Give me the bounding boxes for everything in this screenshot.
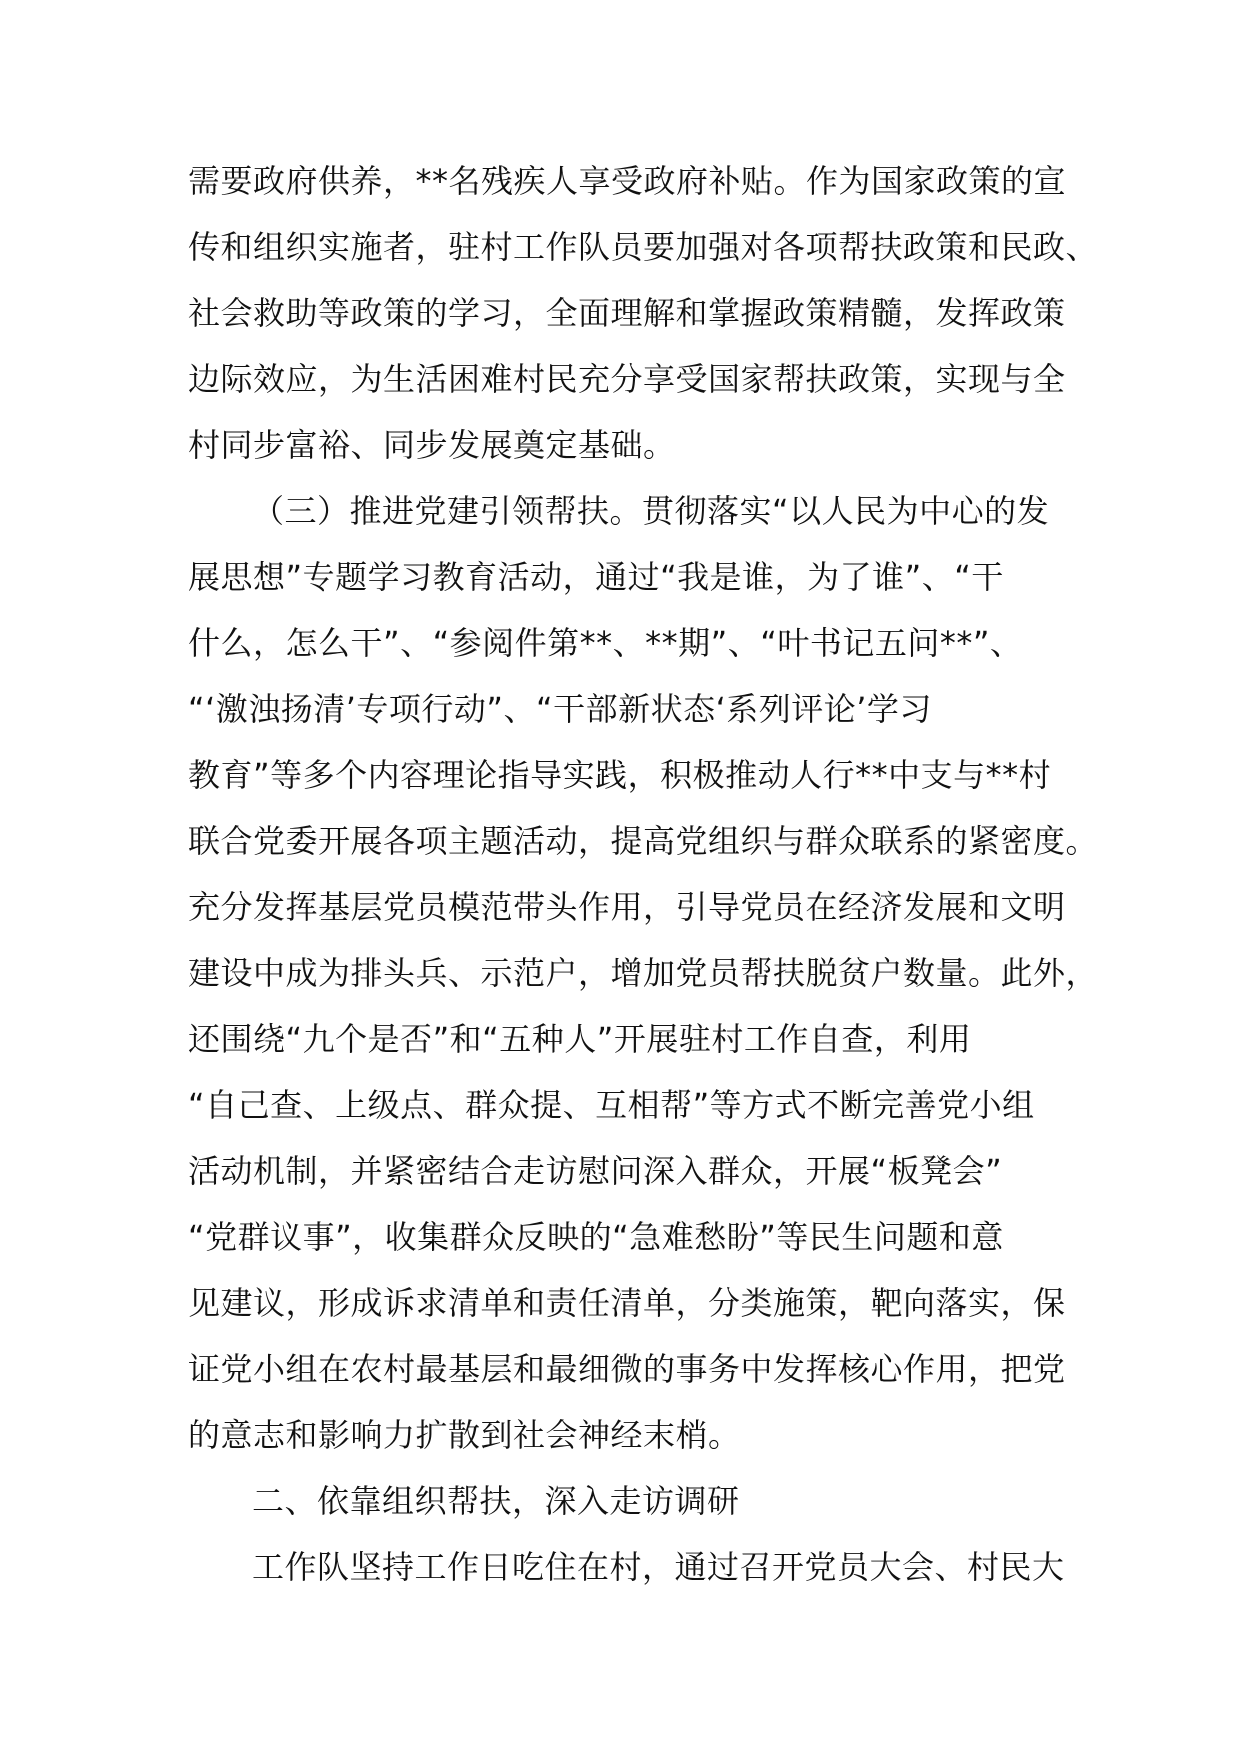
text-line: 活动机制，并紧密结合走访慰问深入群众，开展“板凳会” xyxy=(188,1152,1003,1190)
text-line: 证党小组在农村最基层和最细微的事务中发挥核心作用，把党 xyxy=(188,1350,1066,1388)
text-line: 充分发挥基层党员模范带头作用，引导党员在经济发展和文明 xyxy=(188,888,1066,926)
text-line: 展思想”专题学习教育活动，通过“我是谁，为了谁”、“干 xyxy=(188,558,1004,596)
text-line: 还围绕“九个是否”和“五种人”开展驻村工作自查，利用 xyxy=(188,1020,972,1058)
text-line: “‘激浊扬清’专项行动”、“干部新状态‘系列评论’学习 xyxy=(188,690,932,728)
section-heading-2: 二、依靠组织帮扶，深入走访调研 xyxy=(252,1482,740,1520)
text-line: 工作队坚持工作日吃住在村，通过召开党员大会、村民大 xyxy=(252,1548,1065,1586)
text-line: 什么，怎么干”、“参阅件第**、**期”、“叶书记五问**”、 xyxy=(188,624,1023,662)
text-line: 联合党委开展各项主题活动，提高党组织与群众联系的紧密度。 xyxy=(188,822,1099,860)
text-line: 社会救助等政策的学习，全面理解和掌握政策精髓，发挥政策 xyxy=(188,294,1066,332)
text-line: 传和组织实施者，驻村工作队员要加强对各项帮扶政策和民政、 xyxy=(188,228,1099,266)
section-organization-support xyxy=(188,1468,1065,1600)
section-heading-3: （三）推进党建引领帮扶。贯彻落实“以人民为中心的发 xyxy=(252,492,1050,530)
text-line: 建设中成为排头兵、示范户，增加党员帮扶脱贫户数量。此外， xyxy=(188,954,1099,992)
text-line: 的意志和影响力扩散到社会神经末梢。 xyxy=(188,1416,741,1454)
paragraph-party-building xyxy=(188,478,1099,1468)
text-line: “党群议事”，收集群众反映的“急难愁盼”等民生问题和意 xyxy=(188,1218,1004,1256)
text-line: 教育”等多个内容理论指导实践，积极推动人行**中支与**村 xyxy=(188,756,1052,794)
text-line: “自己查、上级点、群众提、互相帮”等方式不断完善党小组 xyxy=(188,1086,1035,1124)
text-line: 见建议，形成诉求清单和责任清单，分类施策，靶向落实，保 xyxy=(188,1284,1066,1322)
paragraph-policy-implementation xyxy=(188,148,1099,478)
text-line: 边际效应，为生活困难村民充分享受国家帮扶政策，实现与全 xyxy=(188,360,1066,398)
text-line: 村同步富裕、同步发展奠定基础。 xyxy=(188,426,676,464)
text-line: 需要政府供养，**名残疾人享受政府补贴。作为国家政策的宣 xyxy=(188,162,1067,200)
